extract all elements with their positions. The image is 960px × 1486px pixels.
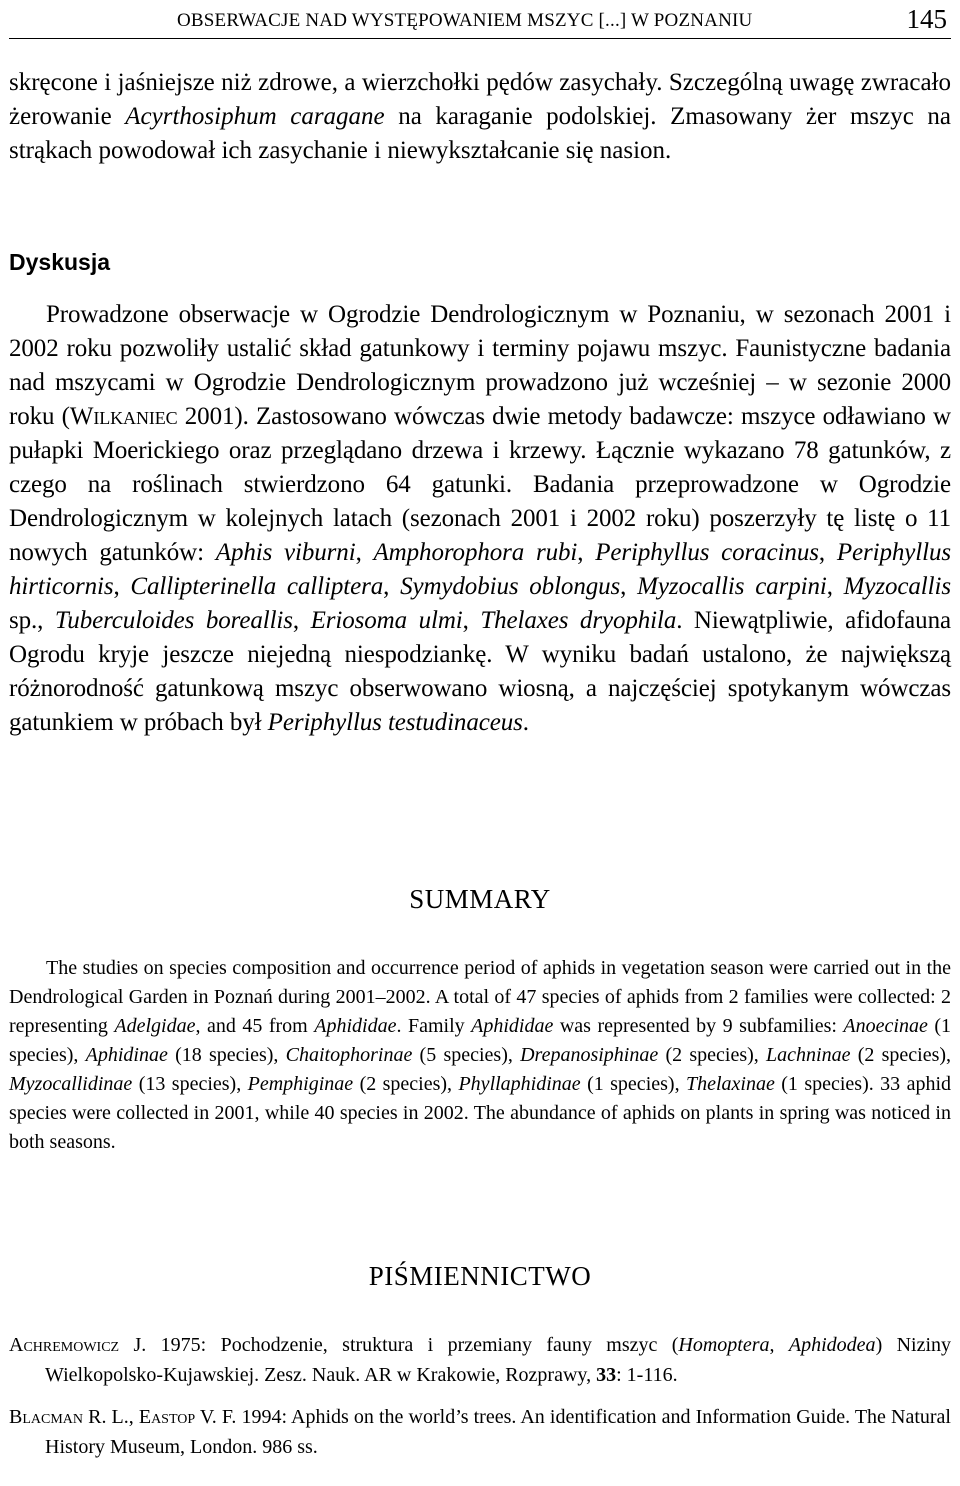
- species-name: Myzocallis: [843, 573, 951, 600]
- species-count: (5 species),: [412, 1044, 521, 1066]
- species-name: Acyrthosiphum caragane: [125, 103, 385, 130]
- species-name: Periphyllus coracinus: [595, 539, 819, 566]
- separator: ,: [113, 573, 131, 600]
- text-run: 1975: Pochodzenie, struktura i przemiany fauny mszyc (: [146, 1334, 679, 1356]
- species-name: Periphyllus hirticornis: [9, 539, 951, 600]
- species-count: (2 species),: [658, 1044, 767, 1066]
- species-name: Periphyllus testudinaceus: [267, 709, 523, 736]
- taxon-name: Drepanosiphinae: [520, 1044, 659, 1066]
- text-run: 2001). Zastosowano wówczas dwie metody badawcze: mszyce odławiano w pułapki Moerickiego oraz przeglądano drzewa i krzewy. Łącznie wykazano 78 gatunków, z czego na roślinach stwierdzono 64 gatunki. Badania przeprowadzone w Ogrodzie Dendrologicznym w kolejnych latach (sezonach 2001 i 2002 roku) poszerzyły tę listę o 11 nowych gatunków:: [9, 403, 951, 566]
- text-run: na karaganie podolskiej. Zmasowany żer mszyc na strąkach powodował ich zasychanie i niewykształcanie się nasion.: [9, 103, 951, 164]
- text-run: 1994: Aphids on the world’s trees. An identification and Information Guide. The Natural History Museum, London. 986 ss.: [45, 1406, 951, 1458]
- species-count: (2 species),: [850, 1044, 952, 1066]
- separator: ,: [462, 607, 481, 634]
- intro-paragraph: [9, 66, 951, 168]
- species-count: (18 species),: [167, 1044, 286, 1066]
- separator: ,: [769, 1334, 789, 1356]
- taxon-name: Chaitophorinae: [285, 1044, 413, 1066]
- taxon-name: Aphididae: [314, 1015, 397, 1037]
- reference-author: Eastop V. F.: [138, 1406, 237, 1428]
- volume-number: 33: [596, 1364, 617, 1386]
- separator: ,: [818, 539, 837, 566]
- discussion-heading: Dyskusja: [9, 249, 111, 275]
- taxon-name: Pemphiginae: [247, 1073, 354, 1095]
- running-header: [9, 4, 951, 39]
- discussion-paragraph: [9, 298, 951, 740]
- species-name: Aphis viburni: [215, 539, 356, 566]
- text-run: The studies on species composition and occurrence period of aphids in vegetation season were carried out in the Dendrological Garden in Poznań during 2001–2002. A total of 47 species of aphids from 2 families were collected: 2 representing: [9, 957, 951, 1037]
- references-heading: PIŚMIENNICTWO: [368, 1261, 592, 1291]
- taxon-name: Homoptera: [678, 1334, 770, 1356]
- species-name: Symydobius oblongus: [400, 573, 621, 600]
- separator: ,: [355, 539, 374, 566]
- reference-author: Blacman R. L.: [9, 1406, 129, 1428]
- taxon-name: Myzocallidinae: [9, 1073, 133, 1095]
- text-run: was represented by 9 subfamilies:: [553, 1015, 844, 1037]
- separator: ,: [292, 607, 311, 634]
- taxon-name: Lachninae: [766, 1044, 851, 1066]
- text-run: , and 45 from: [195, 1015, 315, 1037]
- taxon-name: Aphididae: [471, 1015, 554, 1037]
- summary-heading: SUMMARY: [409, 884, 551, 914]
- species-count: (2 species),: [353, 1073, 459, 1095]
- taxon-name: Aphidinae: [85, 1044, 168, 1066]
- page-number: 145: [906, 4, 947, 34]
- running-title: OBSERWACJE NAD WYSTĘPOWANIEM MSZYC [...] W POZNANIU: [177, 10, 753, 31]
- taxon-name: Thelaxinae: [685, 1073, 775, 1095]
- species-count: (1 species),: [9, 1015, 951, 1066]
- reference-item: [9, 1330, 951, 1390]
- separator: sp.,: [9, 607, 55, 634]
- text-run: ) Niziny Wielkopolsko-Kujawskiej. Zesz. Nauk. AR w Krakowie, Rozprawy,: [45, 1334, 952, 1386]
- separator: ,: [620, 573, 638, 600]
- separator: ,: [383, 573, 401, 600]
- taxon-name: Phyllaphidinae: [458, 1073, 581, 1095]
- taxon-name: Aphidodea: [788, 1334, 876, 1356]
- separator: ,: [826, 573, 844, 600]
- species-count: (1 species),: [580, 1073, 686, 1095]
- citation-author: Wilkaniec: [69, 403, 178, 430]
- species-count: (13 species),: [132, 1073, 248, 1095]
- species-name: Thelaxes dryophila: [480, 607, 677, 634]
- species-name: Tuberculoides boreallis: [54, 607, 293, 634]
- species-name: Callipterinella calliptera: [130, 573, 384, 600]
- taxon-name: Adelgidae: [114, 1015, 196, 1037]
- separator: ,: [577, 539, 596, 566]
- taxon-name: Anoecinae: [843, 1015, 928, 1037]
- text-run: skręcone i jaśniejsze niż zdrowe, a wierzchołki pędów zasychały. Szczególną uwagę zwracało żerowanie: [9, 69, 951, 130]
- text-run: Prowadzone obserwacje w Ogrodzie Dendrologicznym w Poznaniu, w sezonach 2001 i 2002 roku pozwoliły ustalić skład gatunkowy i terminy pojawu mszyc. Faunistyczne badania nad mszycami w Ogrodzie Dendrologicznym prowadzono już wcześniej – w sezonie 2000 roku (: [9, 301, 951, 430]
- text-run: . Family: [396, 1015, 472, 1037]
- reference-list: [9, 1330, 951, 1474]
- separator: ,: [128, 1406, 139, 1428]
- species-name: Myzocallis carpini: [637, 573, 827, 600]
- species-name: Amphorophora rubi: [373, 539, 578, 566]
- text-run: (1 species). 33 aphid species were collected in 2001, while 40 species in 2002. The abundance of aphids on plants in spring was noticed in both seasons.: [9, 1073, 952, 1153]
- reference-item: [9, 1402, 951, 1462]
- text-run: : 1-116.: [616, 1364, 678, 1386]
- reference-author: Achremowicz J.: [9, 1334, 147, 1356]
- species-name: Eriosoma ulmi: [310, 607, 463, 634]
- text-run: . Niewątpliwie, afidofauna Ogrodu kryje jeszcze niejedną niespodziankę. W wyniku badań ustalono, że największą różnorodność gatunkową mszyc obserwowano wiosną, a najczęściej spotykanym wówczas gatunkiem w próbach był: [9, 607, 951, 736]
- summary-paragraph: [9, 954, 951, 1157]
- text-run: .: [522, 709, 529, 736]
